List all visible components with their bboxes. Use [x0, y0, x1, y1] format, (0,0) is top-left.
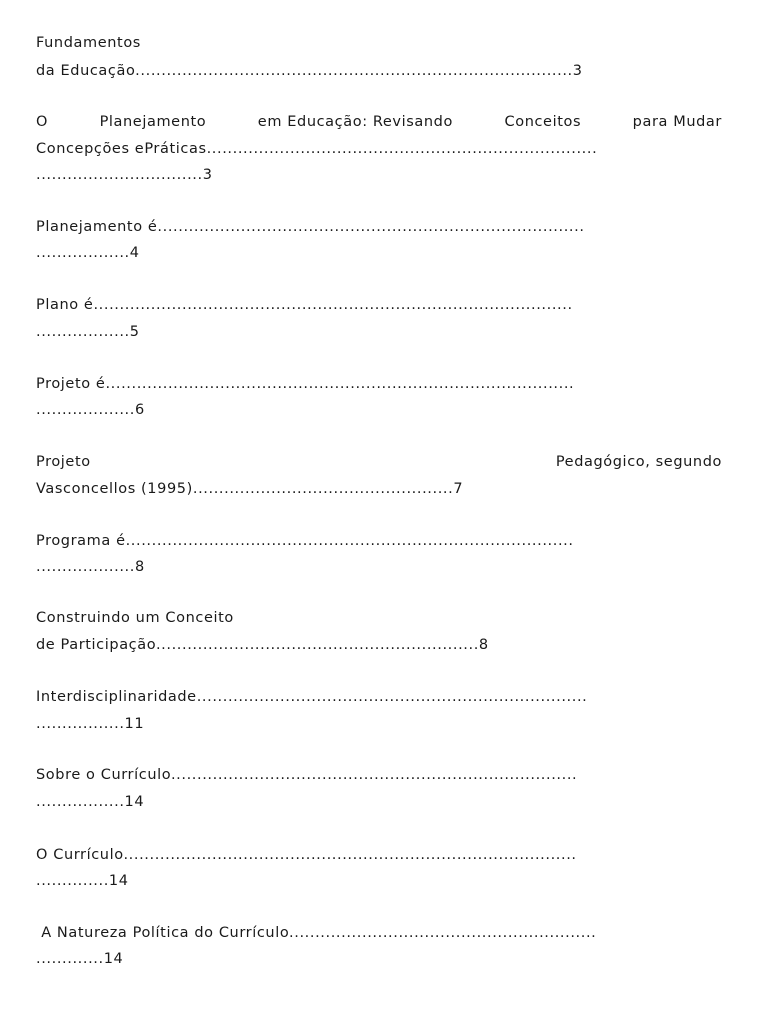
toc-entry-planejamento-e-line2: ..................4	[36, 245, 140, 261]
toc-entry-o-curriculo-line1: O Currículo.......................................................................................	[36, 847, 577, 863]
toc-entry-sobre-curriculo-line1: Sobre o Currículo..............................................................................	[36, 767, 578, 783]
toc-word: Pedagógico, segundo	[555, 454, 722, 470]
toc-word: em Educação: Revisando	[257, 114, 453, 130]
toc-word: para Mudar	[632, 114, 722, 130]
toc-entry-programa-e-line2: ...................8	[36, 559, 145, 575]
toc-entry-planejamento-e-line1: Planejamento é..................................................................................	[36, 219, 585, 235]
toc-entry-natureza-politica-line1: A Natureza Política do Currículo...........................................................	[36, 925, 597, 941]
toc-entry-projeto-pedagogico-line1	[36, 452, 722, 472]
toc-entry-interdisciplinaridade-line1: Interdisciplinaridade...........................................................................	[36, 689, 588, 705]
toc-word: Conceitos	[504, 114, 582, 130]
toc-entry-fundamentos-line2: da Educação....................................................................................3	[36, 63, 583, 79]
toc-entry-construindo-line1: Construindo um Conceito	[36, 610, 234, 626]
toc-entry-planejamento-educacao-line3: ................................3	[36, 167, 213, 183]
toc-entry-planejamento-educacao-line2: Concepções ePráticas...........................................................................	[36, 141, 598, 157]
toc-entry-natureza-politica-line2: .............14	[36, 951, 124, 967]
toc-entry-sobre-curriculo-line2: .................14	[36, 794, 145, 810]
toc-entry-projeto-e-line2: ...................6	[36, 402, 145, 418]
toc-entry-planejamento-educacao-line1	[36, 112, 722, 132]
toc-entry-fundamentos-line1: Fundamentos	[36, 35, 141, 51]
toc-entry-interdisciplinaridade-line2: .................11	[36, 716, 145, 732]
toc-entry-projeto-e-line1: Projeto é..........................................................................................	[36, 376, 575, 392]
toc-entry-plano-e-line1: Plano é............................................................................................	[36, 297, 573, 313]
toc-entry-construindo-line2: de Participação..............................................................8	[36, 637, 489, 653]
toc-word: O	[36, 114, 49, 130]
toc-entry-programa-e-line1: Programa é......................................................................................	[36, 533, 574, 549]
toc-entry-projeto-pedagogico-line2: Vasconcellos (1995)..................................................7	[36, 481, 464, 497]
toc-word: Projeto	[36, 454, 91, 470]
toc-word: Planejamento	[99, 114, 207, 130]
toc-entry-o-curriculo-line2: ..............14	[36, 873, 129, 889]
toc-entry-plano-e-line2: ..................5	[36, 324, 140, 340]
